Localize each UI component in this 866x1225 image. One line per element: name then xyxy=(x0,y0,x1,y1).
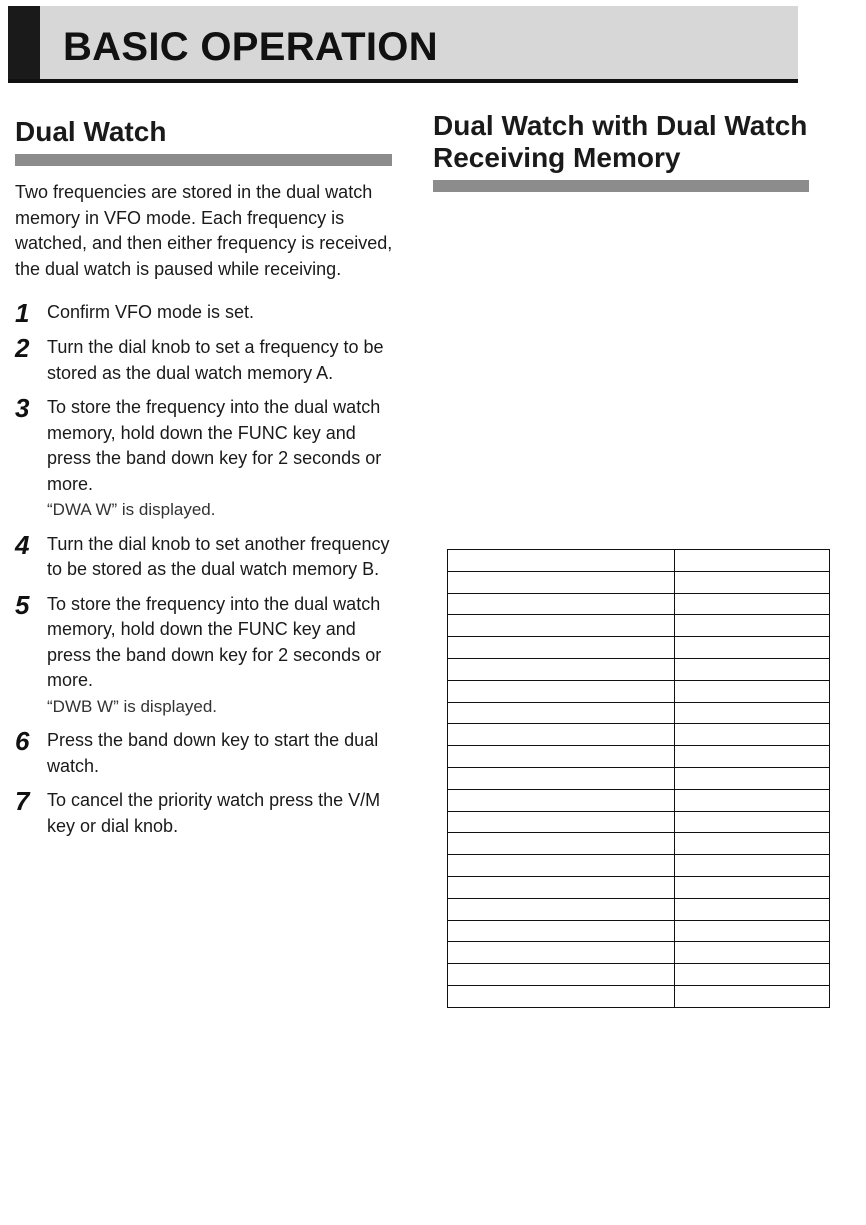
table-cell xyxy=(675,571,830,593)
step-item xyxy=(15,335,393,386)
table-cell xyxy=(675,637,830,659)
table-cell xyxy=(448,550,675,572)
step-item xyxy=(15,529,393,583)
table-cell xyxy=(448,898,675,920)
table-cell xyxy=(675,615,830,637)
table-row xyxy=(448,789,830,811)
step-number: 7 xyxy=(15,786,30,816)
table-row xyxy=(448,985,830,1007)
table-cell xyxy=(448,833,675,855)
table-cell xyxy=(448,876,675,898)
table-row xyxy=(448,811,830,833)
table-row xyxy=(448,680,830,702)
table-row xyxy=(448,571,830,593)
table-cell xyxy=(675,876,830,898)
step-note: “DWB W” is displayed. xyxy=(47,696,218,716)
table-cell xyxy=(675,724,830,746)
table-cell xyxy=(448,964,675,986)
table-cell xyxy=(675,702,830,724)
step-text: To cancel the priority watch press the V/M key or dial knob. xyxy=(47,790,381,836)
step-text: Press the band down key to start the dual watch. xyxy=(47,730,379,776)
step-number: 6 xyxy=(15,726,30,756)
table-row xyxy=(448,615,830,637)
table-row xyxy=(448,833,830,855)
step-text: To store the frequency into the dual watch memory, hold down the FUNC key and press the band down key for 2 seconds or more. “DWA W” is displayed. xyxy=(47,395,393,523)
step-item xyxy=(15,589,393,720)
table-cell xyxy=(448,920,675,942)
dual-watch-receiving-memory-heading: Dual Watch with Dual Watch Receiving Memory xyxy=(433,110,809,192)
dual-watch-heading: Dual Watch xyxy=(15,110,392,166)
intro-paragraph: Two frequencies are stored in the dual watch memory in VFO mode. Each frequency is watched, and then either frequency is received, the dual watch is paused while receiving. xyxy=(15,182,393,279)
table-cell xyxy=(448,615,675,637)
table-row xyxy=(448,702,830,724)
step-item xyxy=(15,728,393,779)
step-number: 2 xyxy=(15,333,30,363)
table-cell xyxy=(448,658,675,680)
table-row xyxy=(448,942,830,964)
table-row xyxy=(448,855,830,877)
banner-tab xyxy=(8,6,40,79)
table-row xyxy=(448,767,830,789)
table-cell xyxy=(675,658,830,680)
left-column xyxy=(15,110,393,848)
table-cell xyxy=(448,637,675,659)
section-banner xyxy=(8,6,798,83)
table-cell xyxy=(448,746,675,768)
table-cell xyxy=(448,702,675,724)
table-cell xyxy=(675,550,830,572)
table-cell xyxy=(675,985,830,1007)
table-cell xyxy=(675,680,830,702)
table-cell xyxy=(448,767,675,789)
table-cell xyxy=(675,746,830,768)
table-cell xyxy=(448,571,675,593)
step-number: 1 xyxy=(15,298,30,328)
step-item xyxy=(15,300,393,326)
table-row xyxy=(448,964,830,986)
table-cell xyxy=(448,855,675,877)
table-row xyxy=(448,920,830,942)
step-number: 4 xyxy=(15,529,30,560)
table-cell xyxy=(675,855,830,877)
table-row xyxy=(448,550,830,572)
memory-table xyxy=(447,549,830,1008)
table-cell xyxy=(675,833,830,855)
table-cell xyxy=(675,767,830,789)
table-cell xyxy=(448,680,675,702)
table-row xyxy=(448,898,830,920)
table-cell xyxy=(448,811,675,833)
step-item xyxy=(15,395,393,523)
table-cell xyxy=(675,789,830,811)
step-note: “DWA W” is displayed. xyxy=(47,500,216,519)
table-row xyxy=(448,637,830,659)
step-text: Confirm VFO mode is set. xyxy=(47,302,255,322)
table-cell xyxy=(675,898,830,920)
table-cell xyxy=(448,789,675,811)
table-cell xyxy=(675,920,830,942)
page-title: BASIC OPERATION xyxy=(63,25,438,69)
table-cell xyxy=(675,964,830,986)
table-row xyxy=(448,593,830,615)
step-number: 3 xyxy=(15,393,30,423)
table-cell xyxy=(675,811,830,833)
step-item xyxy=(15,788,393,839)
right-column xyxy=(433,110,811,192)
table-cell xyxy=(675,593,830,615)
steps-list xyxy=(15,300,393,839)
table-cell xyxy=(448,985,675,1007)
table-cell xyxy=(675,942,830,964)
step-text: Turn the dial knob to set another frequency to be stored as the dual watch memory B. xyxy=(47,533,390,579)
step-number: 5 xyxy=(15,589,30,620)
table-row xyxy=(448,876,830,898)
step-text: Turn the dial knob to set a frequency to be stored as the dual watch memory A. xyxy=(47,337,384,383)
table-row xyxy=(448,746,830,768)
step-text: To store the frequency into the dual watch memory, hold down the FUNC key and press the band down key for 2 seconds or more. “DWB W” is displayed. xyxy=(47,592,393,720)
table-row xyxy=(448,658,830,680)
table-cell xyxy=(448,724,675,746)
table-row xyxy=(448,724,830,746)
table-cell xyxy=(448,593,675,615)
table-cell xyxy=(448,942,675,964)
